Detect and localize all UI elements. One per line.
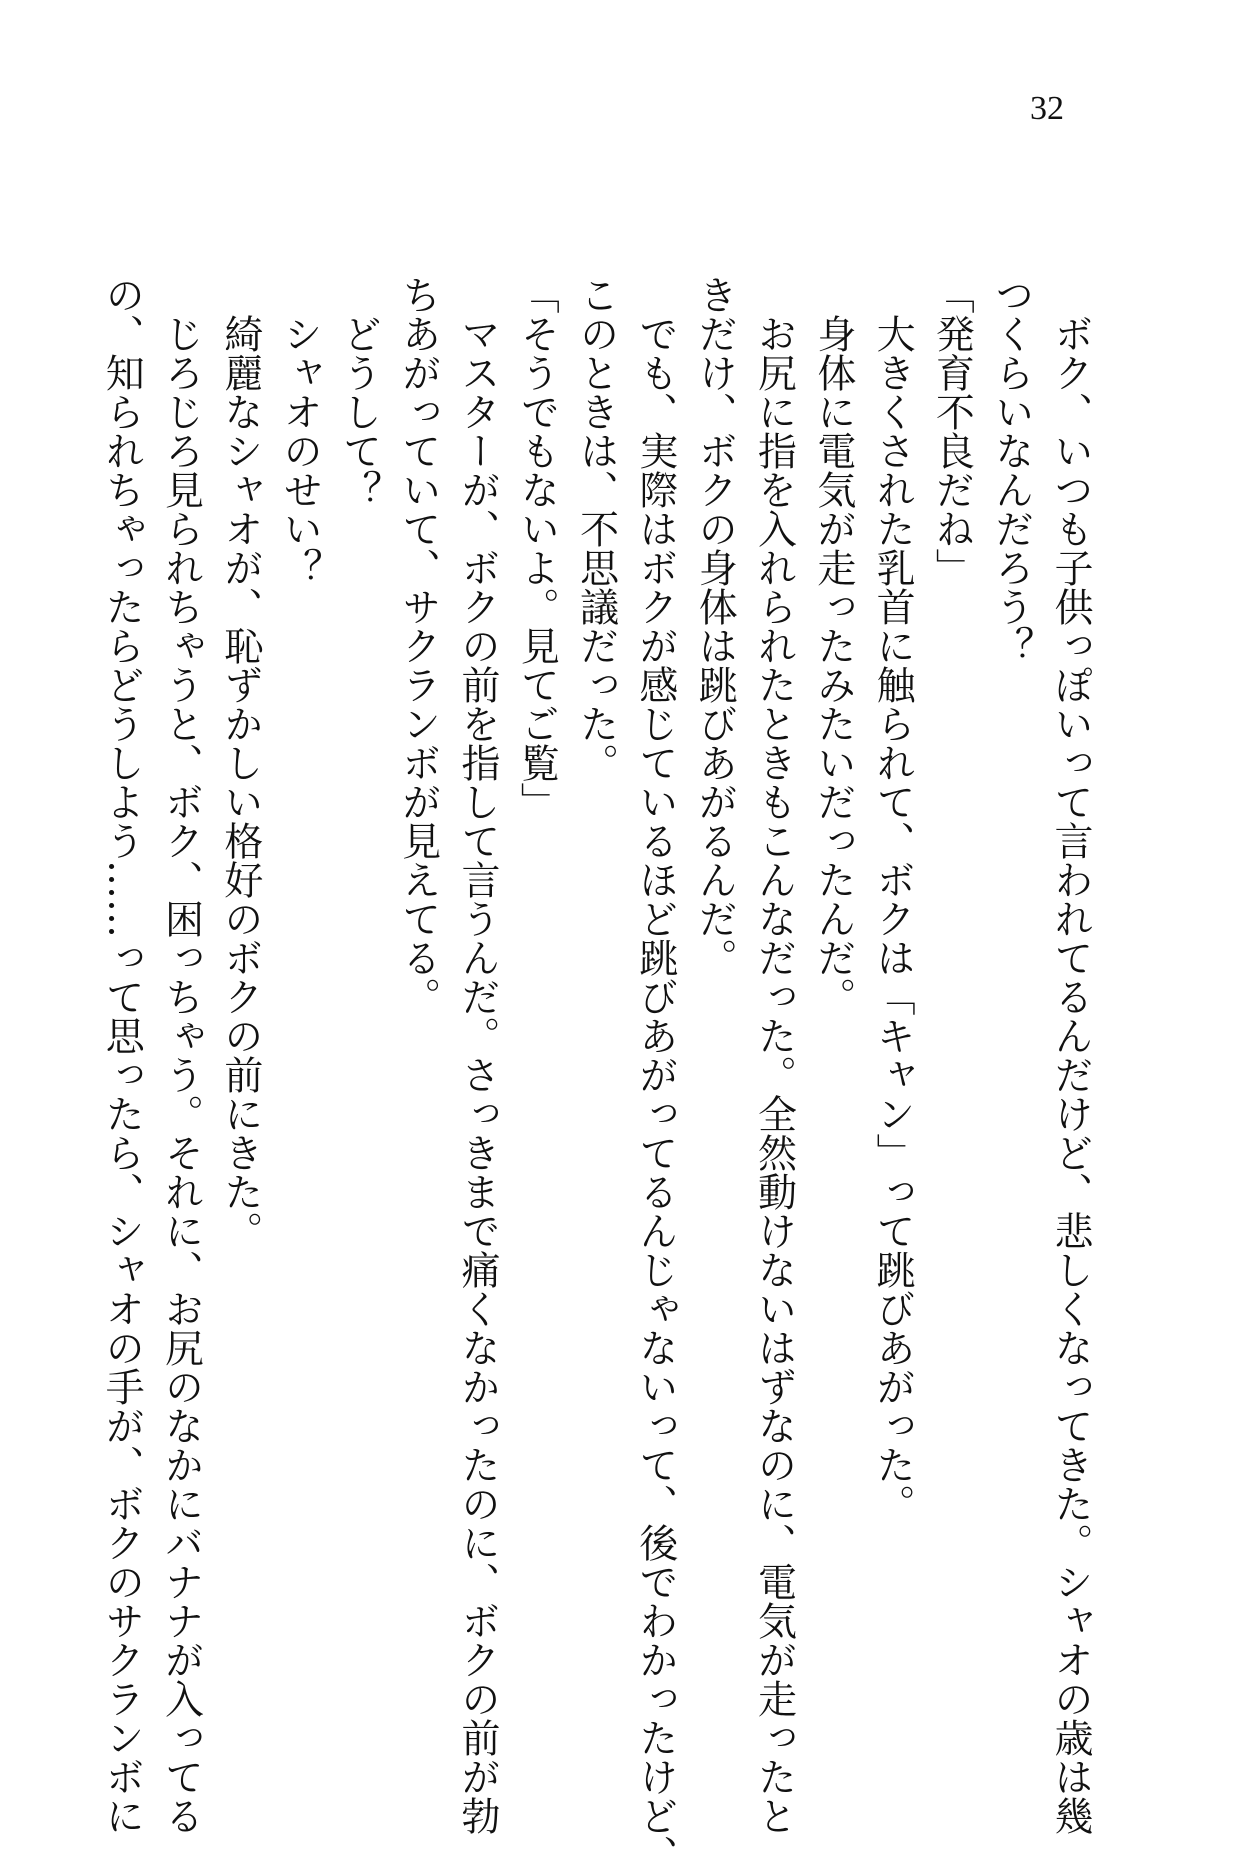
text-line: シャオのせい？ <box>277 275 323 587</box>
text-line: お尻に指を入れられたときもこんなだった。全然動けないはずなのに、電気が走ったと <box>751 275 797 1835</box>
text-line: 大きくされた乳首に触られて、ボクは「キャン」って跳びあがった。 <box>870 275 916 1523</box>
page-number: 32 <box>1030 90 1064 127</box>
text-line: 身体に電気が走ったみたいだったんだ。 <box>810 275 856 1016</box>
text-line: 綺麗なシャオが、恥ずかしい格好のボクの前にきた。 <box>217 275 263 1250</box>
text-line: マスターが、ボクの前を指して言うんだ。さっきまで痛くなかったのに、ボクの前が勃 <box>455 275 501 1835</box>
text-line: きだけ、ボクの身体は跳びあがるんだ。 <box>692 275 738 977</box>
body-text <box>99 275 1100 1874</box>
text-line: の、知られちゃったらどうしよう……って思ったら、シャオの手が、ボクのサクランボに <box>99 275 145 1835</box>
text-line: つくらいなんだろう？ <box>988 275 1034 665</box>
text-line: どうして？ <box>336 275 382 509</box>
text-line: でも、実際はボクが感じているほど跳びあがってるんじゃないって、後でわかったけど、 <box>632 275 678 1874</box>
text-line: じろじろ見られちゃうと、ボク、困っちゃう。それに、お尻のなかにバナナが入ってる <box>158 275 204 1835</box>
text-line: 「そうでもないよ。見てご覧」 <box>514 275 560 821</box>
text-line: ちあがっていて、サクランボが見えてる。 <box>395 275 441 1016</box>
text-line: ボク、いつも子供っぽいって言われてるんだけど、悲しくなってきた。シャオの歳は幾 <box>1048 275 1093 1835</box>
text-line: 「発育不良だね」 <box>929 275 975 587</box>
text-line: このときは、不思議だった。 <box>573 275 619 782</box>
